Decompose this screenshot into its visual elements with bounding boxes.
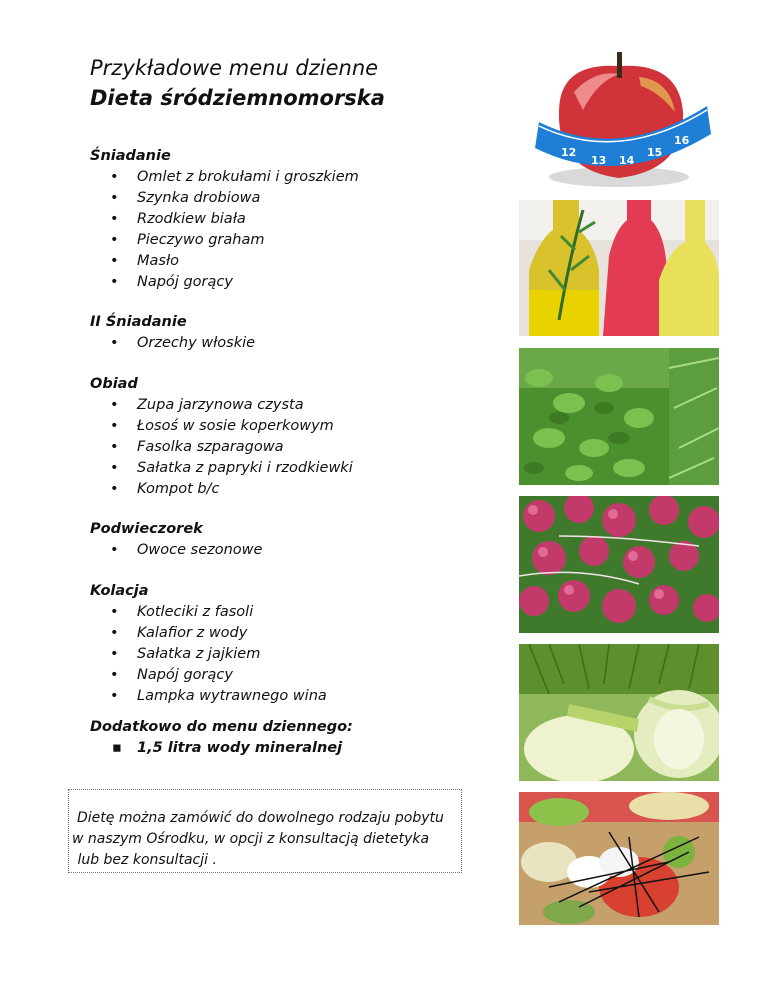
microgreens-photo <box>519 348 719 485</box>
list-item: • Lampka wytrawnego wina <box>90 686 327 707</box>
page-title: Przykładowe menu dzienne <box>90 56 379 80</box>
extra-list <box>90 738 353 759</box>
list-item: • Zupa jarzynowa czysta <box>90 395 353 416</box>
info-note-box <box>68 789 462 873</box>
note-line: lub bez konsultacji . <box>73 852 217 868</box>
list-item: • Omlet z brokułami i groszkiem <box>90 167 359 188</box>
list-item: • Napój gorący <box>90 272 359 293</box>
list-item: • Rzodkiew biała <box>90 209 359 230</box>
meal-list <box>90 167 359 293</box>
meal-list <box>90 333 255 354</box>
list-item: • Kotleciki z fasoli <box>90 602 327 623</box>
salad-photo <box>519 792 719 925</box>
meal-section-lunch <box>90 374 353 500</box>
fennel-photo <box>519 644 719 781</box>
oil-bottles-photo <box>519 200 719 336</box>
note-line: w naszym Ośrodku, w opcji z konsultacją dietetyka <box>72 831 430 847</box>
radishes-photo <box>519 496 719 633</box>
list-item: • Orzechy włoskie <box>90 333 255 354</box>
meal-list <box>90 540 262 561</box>
list-item: • Sałatka z jajkiem <box>90 644 327 665</box>
list-item: • Masło <box>90 251 359 272</box>
tape-number: 14 <box>619 154 635 167</box>
list-item: ▪ 1,5 litra wody mineralnej <box>90 738 353 759</box>
list-item: • Łosoś w sosie koperkowym <box>90 416 353 437</box>
tape-number: 12 <box>561 146 577 159</box>
meal-list <box>90 395 353 500</box>
list-item: • Napój gorący <box>90 665 327 686</box>
tape-number: 16 <box>674 134 690 147</box>
meal-section-second-breakfast <box>90 312 255 354</box>
meal-section-dinner <box>90 581 327 707</box>
meal-section-breakfast <box>90 146 359 293</box>
meal-heading: Kolacja <box>90 583 149 599</box>
meal-heading: Obiad <box>90 376 138 392</box>
apple-measuring-tape-photo <box>519 52 719 189</box>
list-item: • Owoce sezonowe <box>90 540 262 561</box>
meal-heading: Śniadanie <box>90 148 171 164</box>
extra-section <box>90 717 353 759</box>
meal-heading: Podwieczorek <box>90 521 203 537</box>
tape-number: 13 <box>591 154 607 167</box>
list-item: • Pieczywo graham <box>90 230 359 251</box>
tape-number: 15 <box>647 146 663 159</box>
note-line: Dietę można zamówić do dowolnego rodzaju pobytu <box>77 810 444 826</box>
meal-section-afternoon-snack <box>90 519 262 561</box>
page-subtitle: Dieta śródziemnomorska <box>90 86 385 110</box>
meal-list <box>90 602 327 707</box>
list-item: • Kompot b/c <box>90 479 353 500</box>
list-item: • Sałatka z papryki i rzodkiewki <box>90 458 353 479</box>
meal-heading: II Śniadanie <box>90 314 187 330</box>
list-item: • Szynka drobiowa <box>90 188 359 209</box>
list-item: • Fasolka szparagowa <box>90 437 353 458</box>
list-item: • Kalafior z wody <box>90 623 327 644</box>
extra-heading: Dodatkowo do menu dziennego: <box>90 719 353 735</box>
